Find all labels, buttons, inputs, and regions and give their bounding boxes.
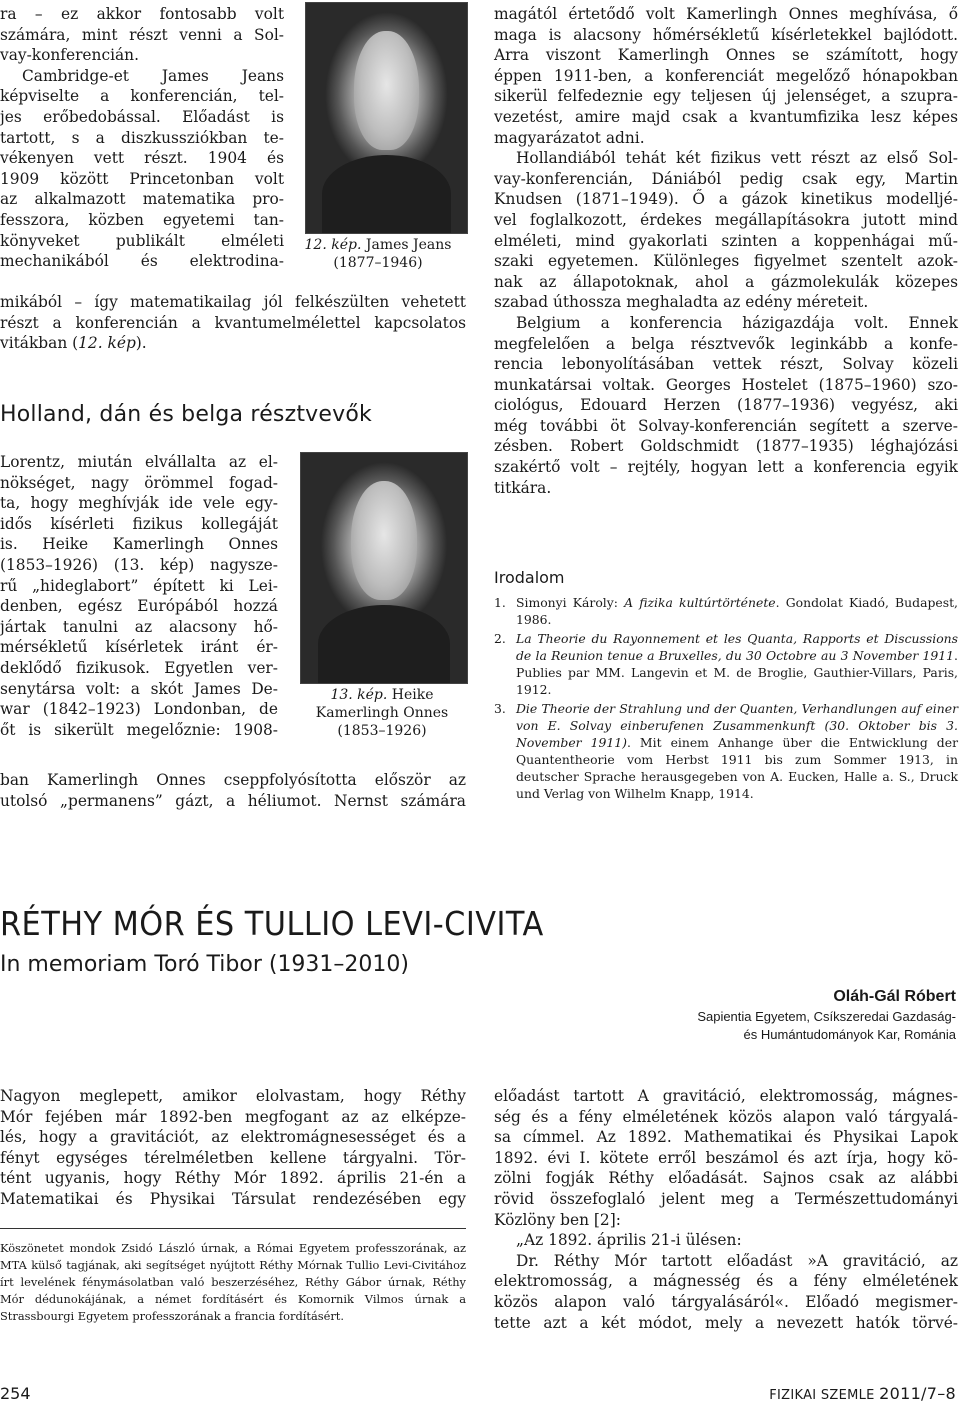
text-line: Knudsen (1871–1949). Ő a gázok kinetikus modelljé- — [494, 190, 958, 209]
text-line: fényt egységes térelméletben kellene tárgyalni. Tör- — [0, 1148, 466, 1167]
text-line: szaki egyetemen. Különleges figyelmet szentelt azok- — [494, 252, 958, 271]
reference-item: 2. La Theorie du Rayonnement et les Quanta, Rapports et Discussions de la Reunion tenue a Bruxelles, du 30 Octobre au 3 November 1911. Publies par MM. Langevin et M. de Broglie, Gauthier-Villars, Paris, 1912. — [494, 631, 958, 697]
text-line: rövid összefoglaló jelent meg a Természettudományi — [494, 1189, 958, 1208]
caption-years: (1853–1926) — [337, 723, 427, 739]
caption-name: James Jeans — [365, 237, 452, 253]
text-line: is. Heike Kamerlingh Onnes — [0, 535, 278, 554]
article-right-column — [494, 1086, 958, 1333]
text-line: (1853–1926) (13. kép) nagysze- — [0, 555, 278, 574]
footnote-divider — [0, 1228, 466, 1229]
reference-item: 3. Die Theorie der Strahlung und der Quanten, Verhandlungen auf einer von E. Solvay einberufenen Zusammenkunft (30. Oktober bis 3. November 1911). Mit einem Anhange über die Entwicklung der Quantentheorie vom Herbst 1911 bis zum Sommer 1913, in deutscher Sprache herausgegeben von A. Eucken, Halle a. S., Druck und Verlag von Wilhelm Knapp, 1914. — [494, 701, 958, 801]
text-line: war (1842–1923) Londonban, de — [0, 700, 278, 719]
text-line: mikából – így matematikailag jól felkészülten vehetett — [0, 293, 466, 311]
caption-name-2: Kamerlingh Onnes — [315, 705, 449, 721]
text-line: lés, hogy a gravitációt, az elektromágnesességet és a — [0, 1128, 466, 1147]
text-line: Arra viszont Kamerlingh Onnes se számított, hogy — [494, 46, 958, 65]
photo-caption-12 — [290, 236, 466, 272]
text-line: maga is alacsony hőmérsékletű kísérletekkel bajlódott. — [494, 25, 958, 44]
text-line: zésben. Robert Goldschmidt (1877–1935) léghajózási — [494, 437, 958, 456]
magazine-name: FIZIKAI SZEMLE — [769, 1388, 875, 1403]
text-line: nak az állapotoknak, ahol a gázmolekulák közepes — [494, 272, 958, 291]
text-line: vel foglalkozott, érdekes megállapításokra jutott mind — [494, 210, 958, 229]
text-line: utolsó „permanens” gázt, a héliumot. Nernst számára — [0, 791, 466, 810]
text-line: 1892. évi I. kötete erről beszámol és azt írja, hogy kö- — [494, 1148, 958, 1167]
author-name: Oláh-Gál Róbert — [833, 988, 956, 1005]
portrait-head-shape — [351, 481, 417, 601]
text-line: 1909 között Princetonban volt — [0, 169, 284, 188]
caption-label: 12. kép. — [304, 237, 362, 253]
portrait-suit-shape — [318, 605, 451, 683]
quote-line: „Az 1892. április 21-i ülésen: — [516, 1231, 742, 1250]
text-line: magyarázatot adni. — [494, 128, 645, 147]
text-line: senytársa volt: a skót James De- — [0, 679, 278, 698]
text-line: Közlöny ben [2]: — [494, 1210, 621, 1229]
author-affiliation: Sapientia Egyetem, Csíkszeredai Gazdaság- és Humántudományok Kar, Románia — [697, 1009, 956, 1042]
text-line: jes erőbedobással. Előadást is — [0, 107, 284, 126]
text-line: megfelelően a belga résztvevők leginkább a konfe- — [494, 334, 958, 353]
text-line: Matematikai és Physikai Társulat rendezésében egy — [0, 1189, 466, 1208]
text-line: Belgium a konferencia házigazdája volt. Ennek — [516, 313, 958, 332]
text-line: elméleti, mind gyakorlati szinten a koppenhágai mű- — [494, 231, 958, 250]
text-line: Nagyon meglepett, amikor elolvastam, hogy Réthy — [0, 1087, 466, 1105]
text-line: sikerül felfedeznie egy teljesen új jelenséget, a szupra- — [494, 87, 958, 106]
page-number: 254 — [0, 1384, 31, 1403]
text-line: Lorentz, miután elvállalta az el- — [0, 453, 278, 471]
text-line: ban Kamerlingh Onnes cseppfolyósította először az — [0, 771, 466, 789]
text-line: sa címmel. Az 1892. Mathematikai és Physikai Lapok — [494, 1128, 958, 1147]
text-line: szakértő volt – rejtély, hogyan lett a konferencia egyik — [494, 458, 958, 477]
figure-reference: 12. kép — [78, 334, 136, 353]
text-line: mérsékletű kísérletek iránt ér- — [0, 638, 278, 657]
text-line: titkára. — [494, 478, 552, 497]
col1-wrap-text-2 — [0, 452, 278, 740]
text-line: könyveket publikált elméleti — [0, 231, 284, 250]
text-line: éppen 1911-ben, a konferenciát megelőző hónapokban — [494, 66, 958, 85]
portrait-suit-shape — [322, 155, 451, 233]
text-line: képviselte a konferencián, tel- — [0, 87, 284, 106]
text-line: tént ugyanis, hogy Réthy Mór 1892. április 21-én a — [0, 1169, 466, 1188]
text-line: vezetést, amire majd csak a kvantumfizika lesz képes — [494, 107, 958, 126]
text-line: deklődő fizikusok. Egyetlen ver- — [0, 658, 278, 677]
text-line: jártak tanulni az alacsony hő- — [0, 617, 278, 636]
text-line: mechanikából és elektrodina- — [0, 252, 284, 271]
quote-line: tette azt a két módot, mely a nevezett hatók törvé- — [494, 1313, 958, 1332]
magazine-footer — [769, 1384, 956, 1403]
text-line: tartott, s a diszkussziókban te- — [0, 128, 284, 147]
caption-name: Heike — [391, 687, 434, 703]
reference-item: 1. Simonyi Károly: A fizika kultúrtörténete. Gondolat Kiadó, Budapest, 1986. — [494, 595, 958, 627]
text-line: részt a konferencián a kvantumelmélettel kapcsolatos — [0, 313, 466, 332]
text-line: idős kísérleti fizikus kollegáját — [0, 514, 278, 533]
text-line: ra – ez akkor fontosabb volt — [0, 5, 284, 23]
caption-label: 13. kép. — [330, 687, 388, 703]
col2-text — [494, 4, 958, 498]
reference-number: 3. — [494, 701, 506, 716]
text-line: Mór fejében már 1892-ben megfogant az az elképze- — [0, 1107, 466, 1126]
text-line: ség és a fény elméletének közös alapon való tárgyalá- — [494, 1107, 958, 1126]
article-left-column — [0, 1086, 466, 1210]
text-line: nökséget, nagy örömmel fogad- — [0, 473, 278, 492]
section-heading: Holland, dán és belga résztvevők — [0, 402, 372, 427]
photo-caption-13 — [296, 686, 468, 740]
text-line: vékenyen vett részt. 1904 és — [0, 149, 284, 168]
text-line: az alkalmazott matematika pro- — [0, 190, 284, 209]
quote-line: közös alapon való tárgyalásáról«. Előadó megismer- — [494, 1292, 958, 1311]
caption-years: (1877–1946) — [333, 255, 423, 271]
text-line: vay-konferencián, Dániából pedig csak egy, Martin — [494, 169, 958, 188]
col1-full-text-2 — [0, 770, 466, 811]
article-subtitle: In memoriam Toró Tibor (1931–2010) — [0, 952, 409, 977]
text-line: még további öt Solvay-konferencián segített a szerve- — [494, 416, 958, 435]
text-line: fesszora, közben egyetemi tan- — [0, 210, 284, 229]
text-line: őt is sikerült megelőznie: 1908- — [0, 720, 278, 739]
text-line: szabad úthossza meghaladta az edény méreteit. — [494, 293, 869, 312]
portrait-photo-james-jeans — [305, 2, 468, 234]
quote-line: Dr. Réthy Mór tartott előadást »A gravitáció, az — [516, 1251, 958, 1270]
quote-line: elektromosság, a mágnesség és a fény elméletének — [494, 1272, 958, 1291]
references-heading: Irodalom — [494, 568, 565, 587]
article-title: RÉTHY MÓR ÉS TULLIO LEVI-CIVITA — [0, 904, 544, 943]
portrait-photo-kamerlingh-onnes — [300, 452, 468, 684]
text-line: előadást tartott A gravitáció, elektromosság, mágnes- — [494, 1087, 958, 1105]
text-line: magától értetődő volt Kamerlingh Onnes meghívása, ő — [494, 5, 958, 23]
acknowledgement-footnote: Köszönetet mondok Zsidó László úrnak, a Római Egyetem professzorának, az MTA külső tagjának, aki segítséget nyújtott Réthy Mórnak Tullio Levi-Civitához írt levelének fénymásolatban való beszerzéséhez, Réthy Gábor úrnak, Réthy Mór dédunokájának, a német fordításért és Komornik Vilmos úrnak a Strassbourgi Egyetem professzorának a francia fordításért. — [0, 1241, 466, 1323]
text-line: munkatársai voltak. Georges Hostelet (1875–1960) szo- — [494, 375, 958, 394]
text-line: rű „hideglabort” épített ki Lei- — [0, 576, 278, 595]
portrait-head-shape — [354, 31, 418, 151]
text-line: számára, mint részt venni a Sol- — [0, 25, 284, 44]
text-line: denben, egész Európából hozzá — [0, 597, 278, 616]
text-line: ta, hogy meghívják ide vele egy- — [0, 494, 278, 513]
col1-wrap-text-1 — [0, 4, 284, 272]
text-line: zölni fogják Réthy előadását. Sajnos csak az alábbi — [494, 1169, 958, 1188]
col1-full-text-1 — [0, 292, 466, 354]
text-line: vay-konferencián. — [0, 46, 139, 65]
text-line: vitákban (12. kép). — [0, 334, 147, 353]
references-list — [494, 594, 958, 802]
reference-number: 2. — [494, 631, 506, 646]
text-line: ciológus, Edouard Herzen (1877–1936) vegyész, aki — [494, 396, 958, 415]
issue-number: 2011/7–8 — [879, 1384, 956, 1403]
reference-number: 1. — [494, 595, 506, 610]
text-line: Hollandiából tehát két fizikus vett részt az első Sol- — [516, 149, 958, 168]
text-line: rencia lebonyolításában vettek részt, Solvay közeli — [494, 355, 958, 374]
text-line: Cambridge-et James Jeans — [22, 66, 284, 85]
